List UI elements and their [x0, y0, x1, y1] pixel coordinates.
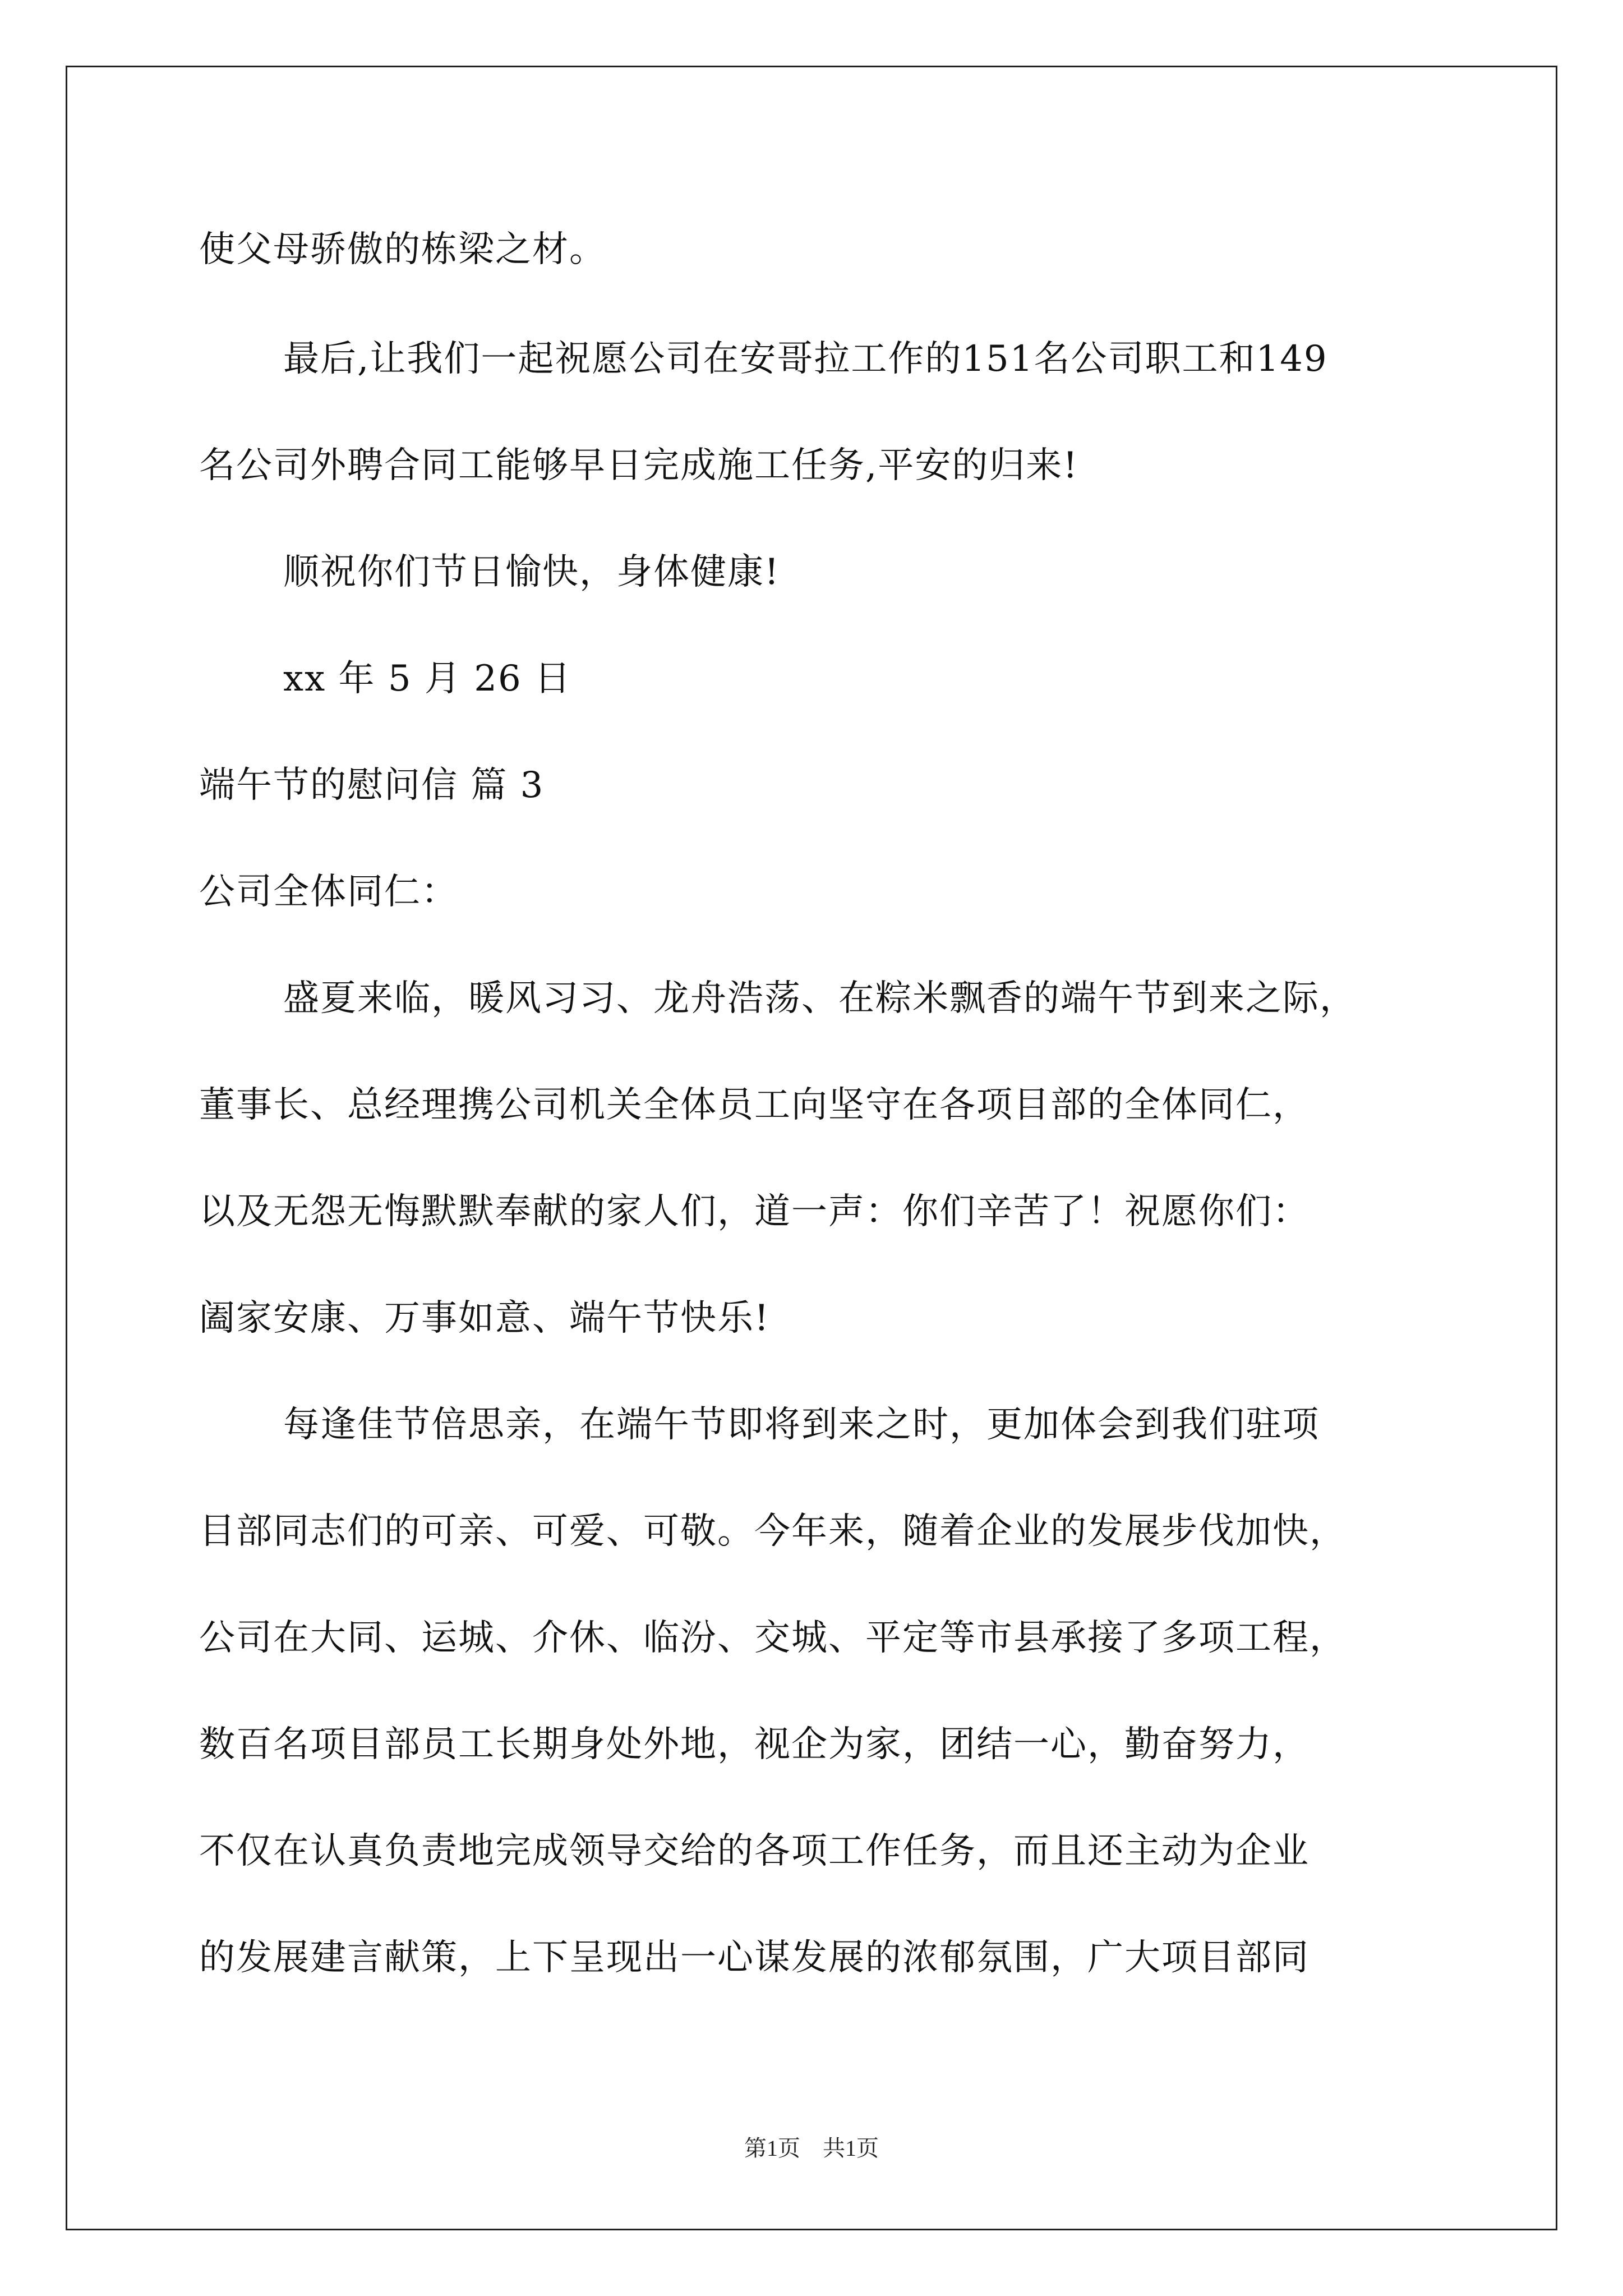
- text-line: 不仅在认真负责地完成领导交给的各项工作任务，而且还主动为企业: [199, 1830, 1310, 1872]
- page-number: 第1页: [744, 2136, 800, 2161]
- text-line: 数百名项目部员工长期身处外地，视企为家，团结一心，勤奋努力，: [199, 1724, 1310, 1765]
- text-line: 目部同志们的可亲、可爱、可敬。今年来，随着企业的发展步伐加快，: [199, 1511, 1347, 1552]
- date-line: xx 年 5 月 26 日: [283, 658, 572, 700]
- section-heading: 端午节的慰问信 篇 3: [199, 765, 545, 806]
- text-line: 以及无怨无悔默默奉献的家人们，道一声：你们辛苦了！祝愿你们：: [199, 1191, 1310, 1232]
- text-line: 的发展建言献策，上下呈现出一心谋发展的浓郁氛围，广大项目部同: [199, 1937, 1310, 1978]
- text-line: 公司在大同、运城、介休、临汾、交城、平定等市县承接了多项工程，: [199, 1617, 1347, 1659]
- text-line: 阖家安康、万事如意、端午节快乐!: [199, 1297, 770, 1339]
- text-line: 每逢佳节倍思亲，在端午节即将到来之时，更加体会到我们驻项: [283, 1404, 1320, 1446]
- text-line: 董事长、总经理携公司机关全体员工向坚守在各项目部的全体同仁，: [199, 1084, 1310, 1126]
- text-line: 顺祝你们节日愉快，身体健康!: [283, 551, 780, 593]
- text-line: 盛夏来临，暖风习习、龙舟浩荡、在粽米飘香的端午节到来之际，: [283, 978, 1357, 1019]
- page-total: 共1页: [823, 2136, 879, 2161]
- page-border: [66, 66, 1557, 2230]
- text-line: 最后,让我们一起祝愿公司在安哥拉工作的151名公司职工和149: [283, 338, 1328, 380]
- text-line: 使父母骄傲的栋梁之材。: [199, 229, 606, 270]
- text-line: 名公司外聘合同工能够早日完成施工任务,平安的归来!: [199, 445, 1079, 486]
- page-footer: [0, 2134, 1623, 2162]
- salutation: 公司全体同仁：: [199, 871, 458, 913]
